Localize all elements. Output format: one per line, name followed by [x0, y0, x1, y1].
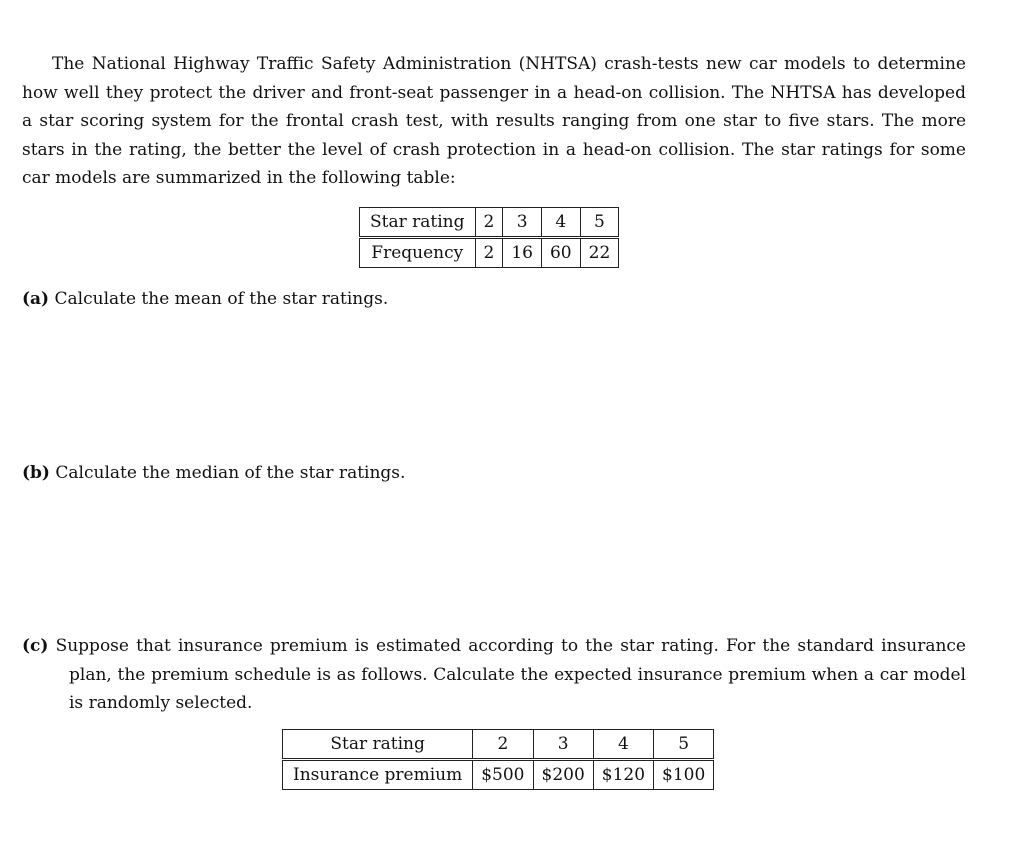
table-row [283, 730, 714, 760]
table-cell: $100 [654, 760, 714, 790]
question-text: Suppose that insurance premium is estimated according to the star rating. For the standard insurance plan, the premium schedule is as follows. Calculate the expected insurance premium when a car model is randomly selected. [55, 636, 966, 713]
question-a [22, 285, 388, 314]
table-cell: 16 [503, 238, 542, 268]
table-cell: $500 [473, 760, 533, 790]
star-rating-frequency-table [359, 207, 619, 268]
question-text: Calculate the mean of the star ratings. [54, 289, 389, 309]
insurance-premium-table [282, 729, 714, 790]
table-cell: 4 [541, 208, 580, 238]
question-label: (b) [22, 463, 50, 483]
table-cell: 4 [593, 730, 653, 760]
question-c [22, 632, 966, 718]
question-text: Calculate the median of the star ratings. [55, 463, 406, 483]
table-cell: 5 [580, 208, 619, 238]
table-cell: $200 [533, 760, 593, 790]
table-cell: 2 [473, 730, 533, 760]
table-cell: 2 [475, 238, 503, 268]
table-row [360, 238, 619, 268]
table-row [283, 760, 714, 790]
table-cell: 22 [580, 238, 619, 268]
table-row [360, 208, 619, 238]
table-cell: $120 [593, 760, 653, 790]
table-cell: 3 [533, 730, 593, 760]
table-cell: 60 [541, 238, 580, 268]
row-header-insurance-premium: Insurance premium [283, 760, 473, 790]
table-cell: 3 [503, 208, 542, 238]
row-header-star-rating: Star rating [283, 730, 473, 760]
question-label: (c) [22, 636, 49, 656]
question-b [22, 459, 405, 488]
intro-paragraph: The National Highway Traffic Safety Administration (NHTSA) crash-tests new car models to determine how well they protect the driver and front-seat passenger in a head-on collision. The NHTSA has developed a star scoring system for the frontal crash test, with results ranging from one star to five stars. The more stars in the rating, the better the level of crash protection in a head-on collision. The star ratings for some car models are summarized in the following table: [22, 54, 966, 188]
row-header-star-rating: Star rating [360, 208, 476, 238]
row-header-frequency: Frequency [360, 238, 476, 268]
table-cell: 5 [654, 730, 714, 760]
question-label: (a) [22, 289, 50, 309]
table-cell: 2 [475, 208, 503, 238]
